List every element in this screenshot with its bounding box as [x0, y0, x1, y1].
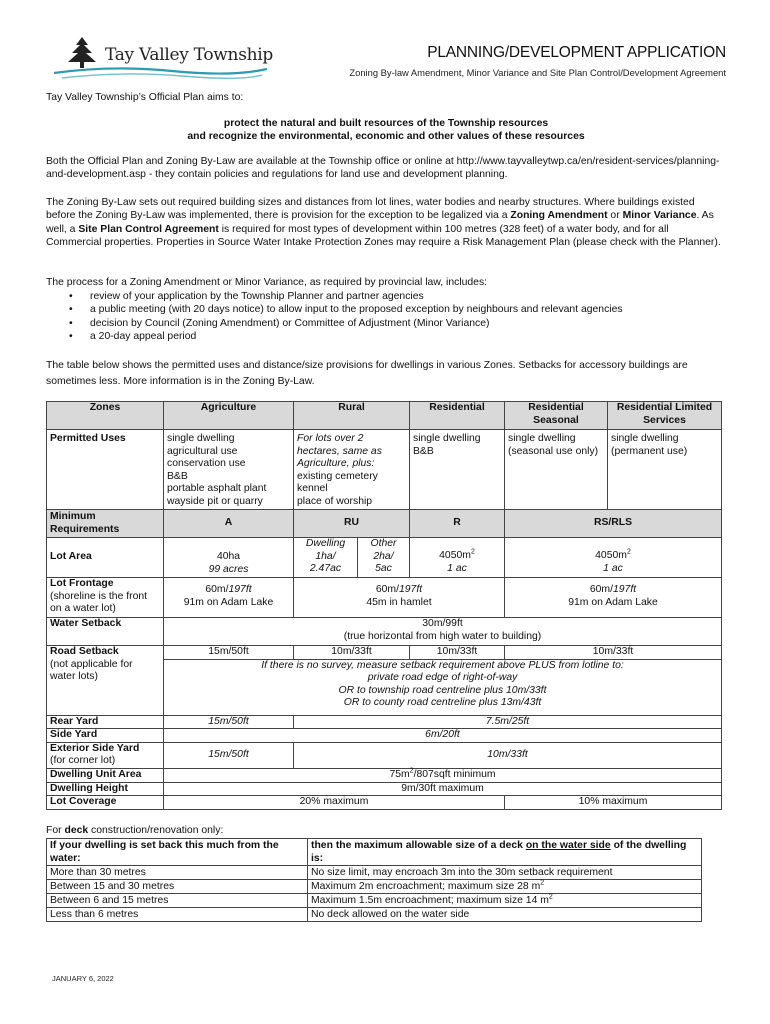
rural-uses: For lots over 2 hectares, same as Agriculture, plus: existing cemetery kennel place of worship — [294, 430, 410, 510]
lot-frontage-rs: 60m/197ft 91m on Adam Lake — [505, 578, 722, 618]
goal-1: protect the natural and built resources of the Township resources — [223, 118, 549, 129]
ext-side-label: Exterior Side Yard (for corner lot) — [47, 742, 164, 768]
table-row — [47, 510, 722, 538]
form-subtitle: Zoning By-law Amendment, Minor Variance and Site Plan Control/Development Agreement — [349, 67, 726, 78]
agriculture-header: Agriculture — [164, 402, 294, 430]
deck-size: Maximum 2m encroachment; maximum size 28 $m^2$ — [308, 880, 702, 894]
list-item: • a 20-day appeal period — [90, 330, 770, 343]
lot-area-ru-dwelling: Dwelling 1ha/ 2.47ac — [294, 538, 358, 578]
lot-frontage-ru-r: 60m/197ft 45m in hamlet — [294, 578, 505, 618]
zoning-paragraph: The Zoning By-Law sets out required building sizes and distances from lot lines, water bodies and nearby structures. Where buildings existed before the Zoning By-Law was implemented, there is provision for the exception to be legalized via a Zoning Amendment or Minor Variance. As well, a Site Plan Control Agreement is required for most types of development within 100 metres (328 feet) of a water body, and for all Commercial properties. Properties in Source Water Intake Protection Zones may require a Risk Management Plan (please check with the Planner). — [46, 197, 721, 249]
lot-coverage-label: Lot Coverage — [47, 796, 164, 810]
lot-area-rs: $4050m^2$ 1 ac — [505, 538, 722, 578]
dwelling-area-value: $75m^2/807sqft$ minimum — [164, 768, 722, 782]
lot-coverage-rs: 10% maximum — [505, 796, 722, 810]
rural-header: Rural — [294, 402, 410, 430]
aims-line: Tay Valley Township’s Official Plan aims to: — [46, 92, 244, 103]
ext-side-a: 15m/50ft — [164, 742, 294, 768]
code-rs: RS/RLS — [505, 510, 722, 538]
rear-yard-rest: 7.5m/25ft — [294, 715, 722, 729]
deck-setback: Less than 6 metres — [47, 908, 308, 922]
table-row — [47, 880, 702, 894]
footer-date: JANUARY 6, 2022 — [52, 974, 114, 983]
process-line: The process for a Zoning Amendment or Minor Variance, as required by provincial law, includes: — [46, 277, 488, 288]
deck-table — [46, 838, 702, 922]
dwelling-area-label: Dwelling Unit Area — [47, 768, 164, 782]
list-item: • a public meeting (with 20 days notice) to allow input to the proposed exception by neighbours and relevant agencies — [90, 303, 770, 316]
seasonal-header: Residential Seasonal — [505, 402, 608, 430]
side-yard-value: 6m/20ft — [164, 729, 722, 743]
table-row — [47, 768, 722, 782]
table-row — [47, 402, 722, 430]
water-setback-value: 30m/99ft (true horizontal from high water to building) — [164, 618, 722, 646]
lot-frontage-a: 60m/197ft 91m on Adam Lake — [164, 578, 294, 618]
lot-area-ru-other: Other 2ha/ 5ac — [358, 538, 410, 578]
deck-intro: For deck construction/renovation only: — [46, 825, 224, 836]
deck-col2-header: then the maximum allowable size of a deck on the water side of the dwelling is: — [308, 839, 702, 866]
lot-coverage-a-r: 20% maximum — [164, 796, 505, 810]
road-setback-ru: 10m/33ft — [294, 646, 410, 660]
table-row — [47, 782, 722, 796]
table-row — [47, 796, 722, 810]
road-setback-rs: 10m/33ft — [505, 646, 722, 660]
table-row — [47, 715, 722, 729]
table-row — [47, 866, 702, 880]
table-row — [47, 894, 702, 908]
deck-setback: Between 15 and 30 metres — [47, 880, 308, 894]
permitted-label: Permitted Uses — [47, 430, 164, 510]
rear-yard-a: 15m/50ft — [164, 715, 294, 729]
water-setback-label: Water Setback — [47, 618, 164, 646]
lot-area-label: Lot Area — [47, 538, 164, 578]
deck-setback: More than 30 metres — [47, 866, 308, 880]
table-row — [47, 646, 722, 660]
deck-col1-header: If your dwelling is set back this much from the water: — [47, 839, 308, 866]
process-list — [46, 290, 770, 344]
min-req-label: Minimum Requirements — [47, 510, 164, 538]
side-yard-label: Side Yard — [47, 729, 164, 743]
road-setback-r: 10m/33ft — [410, 646, 505, 660]
deck-setback: Between 6 and 15 metres — [47, 894, 308, 908]
table-row — [47, 538, 722, 578]
limited-uses: single dwelling (permanent use) — [608, 430, 722, 510]
deck-size: Maximum 1.5m encroachment; maximum size 14 $m^2$ — [308, 894, 702, 908]
lot-area-r: $4050m^2$ 1 ac — [410, 538, 505, 578]
road-setback-note: If there is no survey, measure setback requirement above PLUS from lotline to: private road edge of right-of-way OR to township road centreline plus 10m/33ft OR to county road centreline plus 13m/43ft — [164, 659, 722, 715]
table-row — [47, 578, 722, 618]
code-ru: RU — [294, 510, 410, 538]
table-row — [47, 742, 722, 768]
form-title: PLANNING/DEVELOPMENT APPLICATION — [427, 44, 726, 61]
tree-icon — [68, 37, 96, 68]
rear-yard-label: Rear Yard — [47, 715, 164, 729]
deck-size: No deck allowed on the water side — [308, 908, 702, 922]
code-a: A — [164, 510, 294, 538]
ext-side-rest: 10m/33ft — [294, 742, 722, 768]
table-row — [47, 908, 702, 922]
seasonal-uses: single dwelling (seasonal use only) — [505, 430, 608, 510]
list-item: • review of your application by the Township Planner and partner agencies — [90, 290, 770, 303]
road-setback-label: Road Setback (not applicable for water lots) — [47, 646, 164, 716]
org-name: Tay Valley Township — [105, 45, 274, 65]
table-row — [47, 430, 722, 510]
table-intro: The table below shows the permitted uses and distance/size provisions for dwellings in various Zones. Setbacks for accessory buildings are sometimes less. More information is in the Zoning By-Law. — [46, 360, 688, 387]
limited-header: Residential Limited Services — [608, 402, 722, 430]
lot-frontage-label: Lot Frontage (shoreline is the front on a water lot) — [47, 578, 164, 618]
dwelling-height-value: 9m/30ft maximum — [164, 782, 722, 796]
table-row — [47, 618, 722, 646]
residential-uses: single dwelling B&B — [410, 430, 505, 510]
goal-2: and recognize the environmental, economic and other values of these resources — [187, 131, 585, 142]
dwelling-height-label: Dwelling Height — [47, 782, 164, 796]
zones-table — [46, 401, 722, 810]
list-item: • decision by Council (Zoning Amendment) or Committee of Adjustment (Minor Variance) — [90, 317, 770, 330]
zones-header: Zones — [47, 402, 164, 430]
deck-size: No size limit, may encroach 3m into the 30m setback requirement — [308, 866, 702, 880]
table-row — [47, 729, 722, 743]
residential-header: Residential — [410, 402, 505, 430]
code-r: R — [410, 510, 505, 538]
official-plan-paragraph: Both the Official Plan and Zoning By-Law are available at the Township office or online at http://www.tayvalleytwp.ca/en/resident-services/planning-and-development.asp - they contain policies and regulations for land use and development planning. — [46, 156, 720, 181]
table-row — [47, 839, 702, 866]
lot-area-a: 40ha 99 acres — [164, 538, 294, 578]
road-setback-a: 15m/50ft — [164, 646, 294, 660]
agriculture-uses: single dwelling agricultural use conservation use B&B portable asphalt plant wayside pit or quarry — [164, 430, 294, 510]
